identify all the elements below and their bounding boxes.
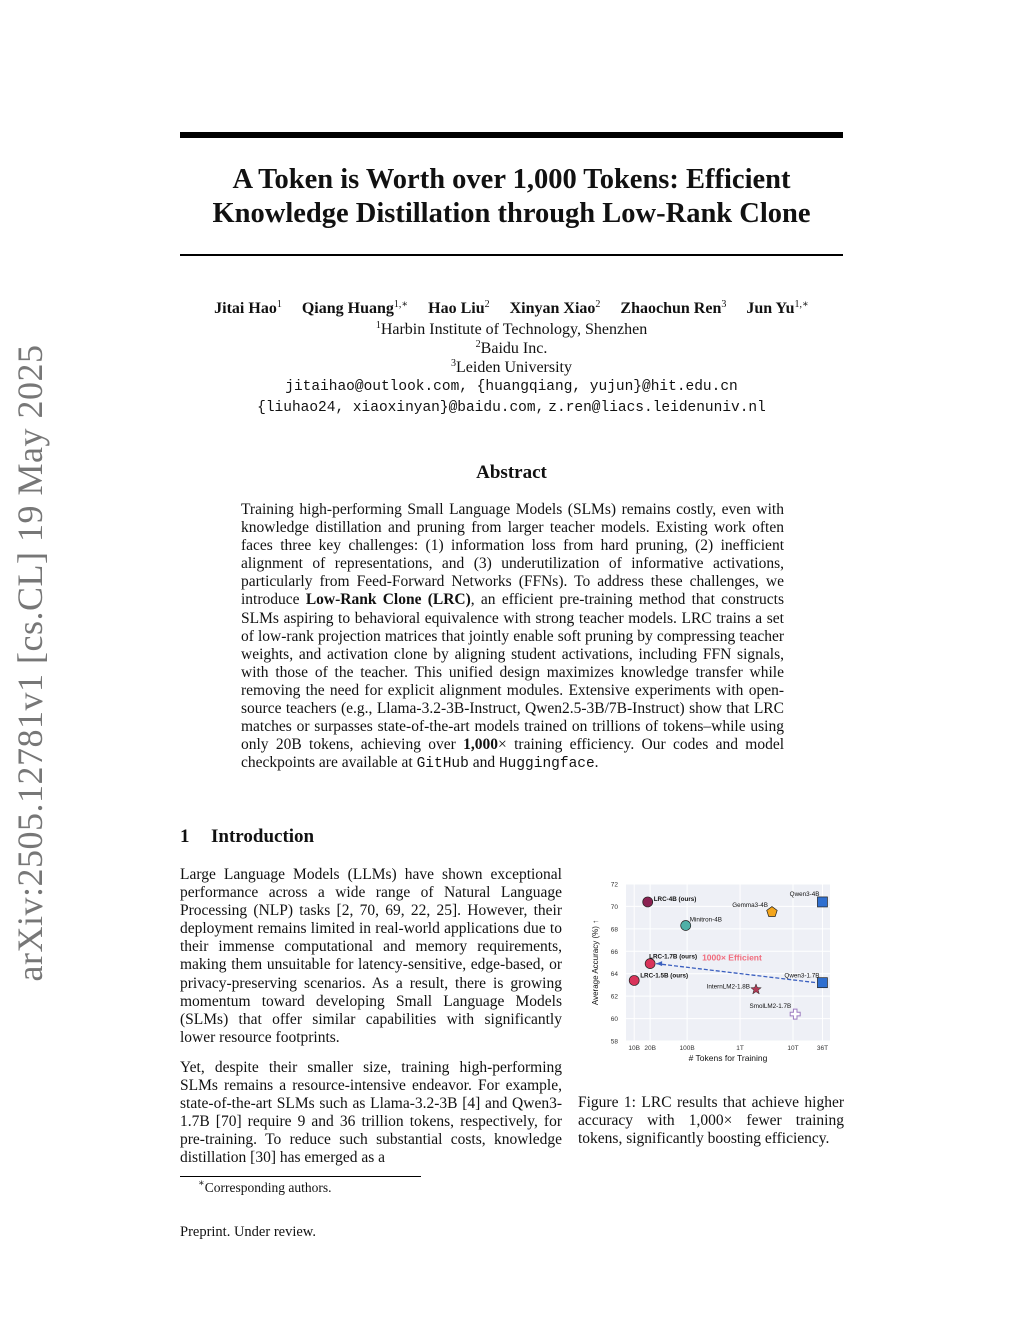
author-sup: 2 <box>595 299 601 310</box>
author-sup: 2 <box>484 299 490 310</box>
title-line-2: Knowledge Distillation through Low-Rank Clone <box>212 198 811 229</box>
section-number: 1 <box>180 826 190 847</box>
abstract-end: . <box>594 754 599 772</box>
intro-paragraph-1: Large Language Models (LLMs) have shown exceptional performance across a wide range of Natural Language Processing (NLP) tasks [2, 70, 69, 22, 25]. However, their deployment remains limited in real-world applications due to their immense computational and memory requirements, making them unsuitable for latency-sensitive, edge-based, or privacy-preserving scenarios. As a result, there is growing momentum toward developing Small Language Models (SLMs) that offer similar capabilities with significantly lower resource footprints. <box>180 866 562 1046</box>
author-sup: 1 <box>276 299 282 310</box>
author-sup: 1,∗ <box>393 299 409 310</box>
arxiv-stamp: arXiv:2505.12781v1 [cs.CL] 19 May 2025 <box>10 344 50 982</box>
preprint-note: Preprint. Under review. <box>180 1224 316 1240</box>
abstract-text-2: , an efficient pre-training method that constructs SLMs aspiring to behavioral equivalence with strong teacher models. LRC trains a set of low-rank projection matrices that jointly enable soft pruning by compressing teacher weights, and activation clone by aligning student activations, including FFN signals, with those of the teacher. This unified design maximizes knowledge transfer while removing the need for explicit alignment modules. Extensive experiments with open-source teachers (e.g., Llama-3.2-3B-Instruct, Qwen2.5-3B/7B-Instruct) show that LRC matches or surpasses state-of-the-art models trained on trillions of tokens–while using only 20B tokens, achieving over <box>241 591 784 754</box>
author-sup: 1,∗ <box>794 299 809 310</box>
author-6 <box>746 300 808 317</box>
label-point-lrc-4b-ours: LRC-4B (ours) <box>653 895 697 903</box>
plot-background <box>626 884 830 1041</box>
author-name: Zhaochun Ren <box>620 300 722 317</box>
author-name: Jitai Hao <box>214 300 277 317</box>
author-name: Xinyan Xiao <box>509 300 596 317</box>
label-point-gemma3-4b: Gemma3-4B <box>732 902 768 910</box>
section-heading-introduction <box>180 826 314 848</box>
affiliation-1-text: Harbin Institute of Technology, Shenzhen <box>380 321 648 338</box>
abstract-text-3: × training efficiency. Our codes and model checkpoints are available at <box>241 736 785 772</box>
affiliation-3 <box>180 358 843 377</box>
author-name: Qiang Huang <box>301 300 394 317</box>
x-tick-label: 20B <box>644 1045 656 1052</box>
figure-1-chart <box>586 876 840 1070</box>
label-point-minitron-4b: Minitron-4B <box>689 916 722 924</box>
author-3 <box>428 300 489 317</box>
title-line-1: A Token is Worth over 1,000 Tokens: Efficient <box>232 164 791 195</box>
point-lrc-1-5b-ours <box>629 975 639 985</box>
y-tick-label: 62 <box>610 993 618 1001</box>
author-4 <box>510 300 601 317</box>
section-title: Introduction <box>211 826 315 847</box>
footnote-text: Corresponding authors. <box>204 1180 332 1195</box>
x-tick-label: 100B <box>679 1045 695 1052</box>
affiliation-3-sup: 3 <box>451 358 457 369</box>
abstract-bold-lrc: Low-Rank Clone (LRC) <box>305 591 471 609</box>
affiliation-2 <box>180 339 843 358</box>
paper-title <box>180 163 843 231</box>
author-2 <box>302 300 408 317</box>
email-leiden[interactable]: z.ren@liacs.leidenuniv.nl <box>548 400 766 416</box>
x-tick-label: 36T <box>816 1045 829 1052</box>
affiliation-1 <box>180 320 843 339</box>
label-point-internlm2-1-8b: InternLM2-1.8B <box>706 983 751 991</box>
y-axis-label: Average Accuracy (%) ↑ <box>591 919 600 1006</box>
email-line-2[interactable] <box>180 397 843 418</box>
huggingface-link[interactable]: Huggingface <box>498 756 595 773</box>
point-qwen3-4b <box>817 897 827 907</box>
affiliation-2-sup: 2 <box>475 339 481 350</box>
abstract-body <box>241 501 784 773</box>
footnote-mark: ∗ <box>198 1178 205 1189</box>
title-bottom-rule <box>180 254 843 256</box>
github-link[interactable]: GitHub <box>416 756 469 773</box>
plot-area <box>591 882 830 1064</box>
label-point-lrc-1-7b-ours: LRC-1.7B (ours) <box>649 953 698 961</box>
author-1 <box>214 300 282 317</box>
x-tick-label: 1T <box>736 1045 744 1052</box>
point-lrc-4b-ours <box>643 897 653 907</box>
abstract-text-1: Training high-performing Small Language Models (SLMs) remains costly, even with knowledge distillation and pruning from larger teacher models. Existing work often faces three key challenges: (1) information loss from hard pruning, (2) inefficient alignment of representations, and (3) underutilization of informative activations, particularly from Feed-Forward Networks (FFNs). To address these challenges, we introduce <box>241 501 784 609</box>
author-name: Hao Liu <box>428 300 485 317</box>
abstract-heading: Abstract <box>476 462 547 483</box>
y-tick-label: 60 <box>610 1016 618 1024</box>
author-name: Jun Yu <box>746 300 795 317</box>
author-5 <box>620 300 726 317</box>
label-point-smollm2-1-7b: SmolLM2-1.7B <box>749 1003 792 1011</box>
intro-paragraph-2: Yet, despite their smaller size, training high-performing SLMs remains a resource-intensive endeavor. For example, state-of-the-art SLMs such as Llama-3.2-3B [4] and Qwen3-1.7B [70] require 9 and 36 trillion tokens, respectively, for pre-training. To reduce such substantial costs, knowledge distillation [30] has emerged as a <box>180 1059 562 1167</box>
abstract-and: and <box>468 754 499 772</box>
y-tick-label: 64 <box>610 971 618 979</box>
affiliation-1-sup: 1 <box>375 320 381 331</box>
email-baidu[interactable]: {liuhao24, xiaoxinyan}@baidu.com, <box>257 400 545 416</box>
author-list <box>180 299 843 319</box>
author-sup: 3 <box>721 299 727 310</box>
abstract-bold-1000: 1,000 <box>463 736 499 754</box>
x-tick-label: 10T <box>787 1045 799 1052</box>
footnote-rule <box>180 1176 421 1177</box>
label-point-qwen3-4b: Qwen3-4B <box>789 890 820 898</box>
figure-1-caption: Figure 1: LRC results that achieve higher accuracy with 1,000× fewer training tokens, significantly boosting efficiency. <box>578 1094 844 1148</box>
email-line-1[interactable]: jitaihao@outlook.com, {huangqiang, yujun}@hit.edu.cn <box>285 379 738 395</box>
top-thick-rule <box>180 132 843 138</box>
footnote <box>198 1180 332 1196</box>
x-tick-label: 10B <box>628 1045 640 1052</box>
label-point-lrc-1-5b-ours: LRC-1.5B (ours) <box>640 972 689 980</box>
y-tick-label: 70 <box>610 903 618 911</box>
x-axis-label: # Tokens for Training <box>688 1053 768 1063</box>
y-tick-label: 66 <box>610 948 618 956</box>
affiliation-3-text: Leiden University <box>456 359 572 376</box>
label-point-qwen3-1-7b: Qwen3-1.7B <box>784 972 820 980</box>
y-tick-label: 72 <box>610 881 618 889</box>
efficiency-annotation: 1000× Efficient <box>702 952 762 963</box>
affiliation-2-text: Baidu Inc. <box>480 340 548 357</box>
y-tick-label: 68 <box>610 926 618 934</box>
y-tick-label: 58 <box>610 1038 618 1046</box>
